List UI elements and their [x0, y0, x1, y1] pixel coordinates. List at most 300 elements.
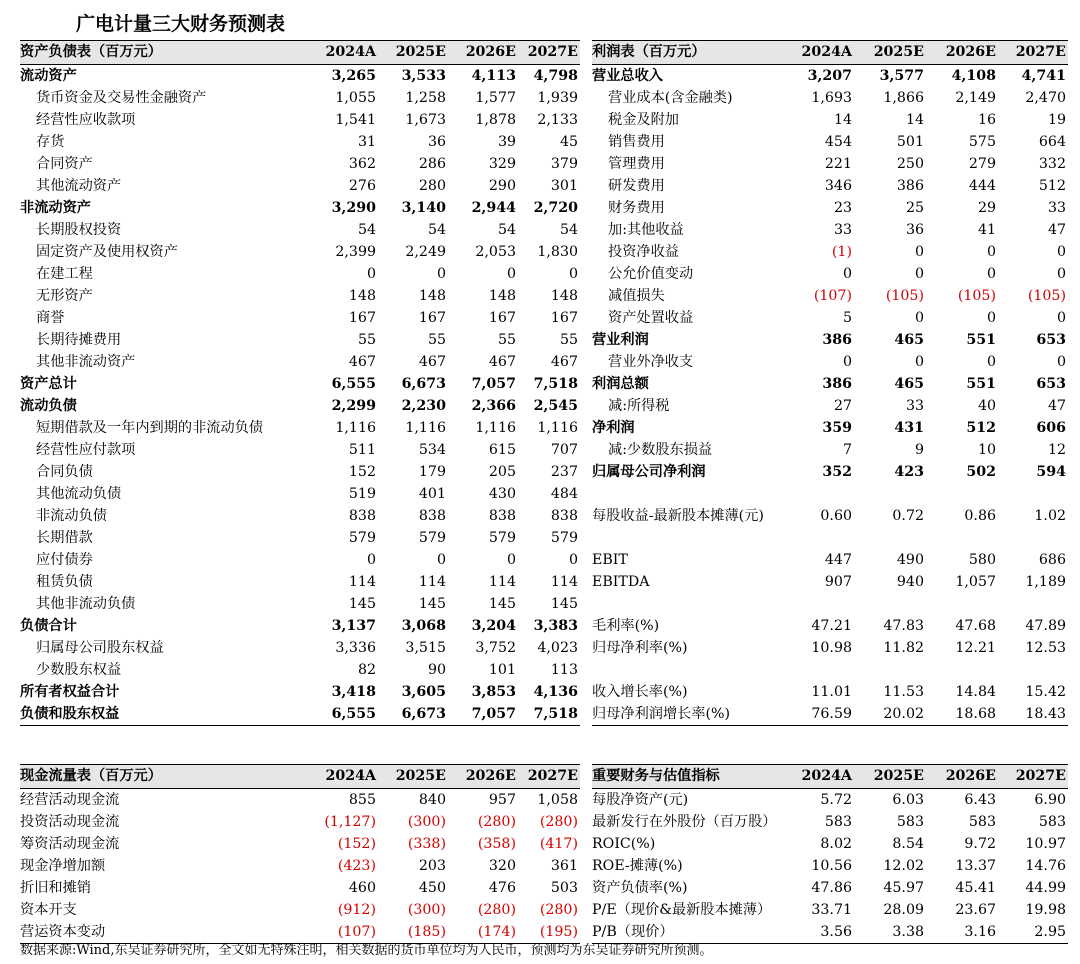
row-value: 1,189 — [1025, 574, 1066, 590]
row-value: 33 — [833, 222, 852, 238]
row-value: 1,116 — [537, 420, 578, 436]
table-row — [592, 615, 1068, 637]
row-value: 579 — [418, 530, 446, 546]
row-value: 3,265 — [331, 68, 376, 84]
row-value: 957 — [488, 792, 516, 808]
row-value: 28.09 — [883, 902, 924, 918]
row-value: 10.56 — [811, 858, 852, 874]
row-value: 6.03 — [892, 792, 924, 808]
row-value: 3,853 — [471, 684, 516, 700]
row-value: (1) — [831, 244, 852, 260]
row-value: 45.41 — [955, 880, 996, 896]
row-value: 320 — [488, 858, 516, 874]
table-row — [20, 417, 580, 439]
row-value: 707 — [550, 442, 578, 458]
row-value: 575 — [968, 134, 996, 150]
row-value: 401 — [418, 486, 446, 502]
row-label — [592, 659, 784, 681]
valuation-table — [592, 764, 1068, 944]
row-value: 12.53 — [1025, 640, 1066, 656]
row-value: 2,944 — [471, 200, 516, 216]
row-value — [854, 483, 926, 505]
table-row — [592, 681, 1068, 703]
row-value: 114 — [348, 574, 376, 590]
row-label: 营业成本(含金融类) — [608, 90, 733, 106]
row-value: 444 — [968, 178, 996, 194]
row-value: 10.98 — [811, 640, 852, 656]
table-row — [20, 855, 580, 877]
row-label: 筹资活动现金流 — [20, 836, 120, 852]
table-row — [592, 175, 1068, 197]
year-header: 2027E — [518, 765, 580, 789]
row-value: 3,140 — [401, 200, 446, 216]
row-value: 0 — [986, 354, 996, 370]
year-header: 2025E — [854, 765, 926, 789]
row-label: 负债合计 — [20, 618, 77, 634]
row-label: 最新发行在外股份（百万股） — [592, 814, 777, 830]
row-value: 16 — [977, 112, 996, 128]
row-value: 152 — [348, 464, 376, 480]
row-value: 12.02 — [883, 858, 924, 874]
row-label: 折旧和摊销 — [20, 880, 91, 896]
row-value: 332 — [1038, 156, 1066, 172]
row-value: 47 — [1047, 222, 1066, 238]
row-value: 7 — [842, 442, 852, 458]
row-value: 583 — [968, 814, 996, 830]
table-row — [20, 395, 580, 417]
row-value: 18.68 — [926, 703, 998, 726]
row-value: 0 — [436, 266, 446, 282]
row-value: 0 — [1056, 266, 1066, 282]
row-value: 1,116 — [405, 420, 446, 436]
row-value: 18.43 — [998, 703, 1068, 726]
table-row — [20, 175, 580, 197]
row-value: 279 — [968, 156, 996, 172]
table-row — [592, 373, 1068, 395]
row-value: 615 — [488, 442, 516, 458]
table-row — [20, 65, 580, 88]
row-value — [784, 659, 854, 681]
row-value: 0 — [986, 266, 996, 282]
row-value: 907 — [824, 574, 852, 590]
row-label: 营业利润 — [592, 332, 649, 348]
row-value: 1,830 — [537, 244, 578, 260]
row-label: 毛利率(%) — [592, 618, 660, 634]
row-label: 财务费用 — [608, 200, 665, 216]
row-value: 465 — [894, 332, 924, 348]
row-value: 301 — [550, 178, 578, 194]
row-label: 资产处置收益 — [608, 310, 694, 326]
row-value: 114 — [488, 574, 516, 590]
row-value: 0.72 — [892, 508, 924, 524]
row-label: 每股收益-最新股本摊薄(元) — [592, 508, 764, 524]
row-value: 2,720 — [533, 200, 578, 216]
row-value: (185) — [378, 921, 448, 944]
table-row — [592, 549, 1068, 571]
row-value: 0 — [366, 266, 376, 282]
row-value: 346 — [824, 178, 852, 194]
row-value: 4,113 — [471, 68, 516, 84]
table-row — [20, 637, 580, 659]
row-value: 205 — [488, 464, 516, 480]
row-value: 36 — [905, 222, 924, 238]
row-value: 2,299 — [331, 398, 376, 414]
year-header: 2027E — [518, 41, 580, 65]
row-value: 0 — [436, 552, 446, 568]
row-value: 386 — [822, 332, 852, 348]
table-row — [20, 615, 580, 637]
table-row — [592, 461, 1068, 483]
row-value: 14.84 — [955, 684, 996, 700]
row-label: P/B（现价） — [592, 921, 784, 944]
row-value — [926, 593, 998, 615]
row-value: 13.37 — [955, 858, 996, 874]
row-label: 非流动负债 — [36, 508, 107, 524]
row-label: 经营性应收款项 — [36, 112, 136, 128]
row-value: 0 — [366, 552, 376, 568]
row-value: 3.16 — [926, 921, 998, 944]
row-value: 0 — [914, 244, 924, 260]
row-value: 0 — [1056, 244, 1066, 260]
row-label: ROE-摊薄(%) — [592, 858, 683, 874]
row-value: 4,108 — [951, 68, 996, 84]
row-value: 2,545 — [533, 398, 578, 414]
row-value: 2,133 — [537, 112, 578, 128]
row-value: 45.97 — [883, 880, 924, 896]
table-title: 现金流量表（百万元） — [20, 765, 312, 789]
table-row — [592, 65, 1068, 88]
row-value: 25 — [905, 200, 924, 216]
row-value: 148 — [418, 288, 446, 304]
table-row — [592, 483, 1068, 505]
table-row — [592, 109, 1068, 131]
row-value: 5 — [842, 310, 852, 326]
row-value: 33 — [905, 398, 924, 414]
table-row — [20, 241, 580, 263]
row-value: 145 — [488, 596, 516, 612]
table-row — [20, 527, 580, 549]
row-value: 203 — [418, 858, 446, 874]
row-value: 11.53 — [883, 684, 924, 700]
table-row — [20, 593, 580, 615]
table-row — [592, 395, 1068, 417]
row-value: 3,290 — [331, 200, 376, 216]
row-value: 12 — [1047, 442, 1066, 458]
row-value: 55 — [427, 332, 446, 348]
row-value: 3,204 — [471, 618, 516, 634]
table-row — [20, 899, 580, 921]
row-value: 0 — [1056, 310, 1066, 326]
year-header: 2024A — [784, 765, 854, 789]
row-value: 47.68 — [955, 618, 996, 634]
row-value: 4,798 — [533, 68, 578, 84]
row-value: 431 — [894, 420, 924, 436]
balance-sheet-table — [20, 40, 580, 726]
row-label: 其他非流动资产 — [36, 354, 136, 370]
row-value — [998, 593, 1068, 615]
table-row — [20, 197, 580, 219]
row-value: 467 — [550, 354, 578, 370]
row-value: 1,055 — [335, 90, 376, 106]
row-label: EBIT — [592, 552, 628, 568]
row-value: 361 — [550, 858, 578, 874]
row-value: 0 — [1056, 354, 1066, 370]
row-value: 7,518 — [533, 376, 578, 392]
row-value: 476 — [488, 880, 516, 896]
row-value: 15.42 — [1025, 684, 1066, 700]
row-value: 39 — [497, 134, 516, 150]
row-value: 23.67 — [955, 902, 996, 918]
row-value: (107) — [312, 921, 378, 944]
table-row — [592, 285, 1068, 307]
row-value: 3,383 — [533, 618, 578, 634]
row-value: 3,752 — [475, 640, 516, 656]
row-label: 存货 — [36, 134, 65, 150]
row-label: 营业外净收支 — [608, 354, 694, 370]
year-header: 2026E — [448, 765, 518, 789]
year-header: 2026E — [448, 41, 518, 65]
table-row — [20, 87, 580, 109]
row-value: 534 — [418, 442, 446, 458]
row-value: 4,136 — [533, 684, 578, 700]
row-value: 484 — [550, 486, 578, 502]
row-value: (280) — [539, 902, 578, 918]
row-value: 54 — [497, 222, 516, 238]
row-value: 0 — [842, 266, 852, 282]
row-value: 1.02 — [1034, 508, 1066, 524]
row-value: 9.72 — [964, 836, 996, 852]
row-value: 54 — [559, 222, 578, 238]
table-row — [592, 197, 1068, 219]
table-row — [20, 307, 580, 329]
row-value — [854, 593, 926, 615]
row-value: 6,555 — [331, 376, 376, 392]
row-value: (423) — [337, 858, 376, 874]
row-value: 467 — [348, 354, 376, 370]
row-value: 2,399 — [335, 244, 376, 260]
row-value: 6,555 — [312, 703, 378, 726]
row-value: 1,541 — [335, 112, 376, 128]
table-row — [592, 899, 1068, 921]
row-value: (280) — [539, 814, 578, 830]
row-value: (152) — [337, 836, 376, 852]
row-label: 少数股东权益 — [36, 662, 122, 678]
row-value — [998, 659, 1068, 681]
row-value: 14 — [905, 112, 924, 128]
row-value: (338) — [407, 836, 446, 852]
row-value: 0.86 — [964, 508, 996, 524]
table-row — [20, 219, 580, 241]
row-value: 0 — [506, 552, 516, 568]
row-value — [998, 483, 1068, 505]
row-value: 3,605 — [401, 684, 446, 700]
row-value: 33.71 — [811, 902, 852, 918]
row-value: 465 — [894, 376, 924, 392]
row-value: 855 — [348, 792, 376, 808]
row-value: 148 — [488, 288, 516, 304]
row-value — [926, 483, 998, 505]
table-row — [592, 833, 1068, 855]
row-value: 250 — [896, 156, 924, 172]
row-value: 6.43 — [964, 792, 996, 808]
row-value: 580 — [968, 552, 996, 568]
row-value: 3,068 — [401, 618, 446, 634]
row-label: 现金净增加额 — [20, 858, 106, 874]
row-label — [592, 527, 784, 549]
row-value: 423 — [894, 464, 924, 480]
table-header-row — [592, 41, 1068, 65]
row-label: 流动资产 — [20, 68, 77, 84]
table-row — [592, 351, 1068, 373]
row-value: (417) — [539, 836, 578, 852]
row-value: 3,577 — [879, 68, 924, 84]
row-label: 收入增长率(%) — [592, 684, 688, 700]
row-label: 合同负债 — [36, 464, 93, 480]
year-header: 2025E — [854, 41, 926, 65]
row-value: 519 — [348, 486, 376, 502]
row-value: 686 — [1038, 552, 1066, 568]
row-value — [926, 659, 998, 681]
table-row — [592, 703, 1068, 726]
row-label: 管理费用 — [608, 156, 665, 172]
year-header: 2026E — [926, 41, 998, 65]
row-value: 386 — [896, 178, 924, 194]
row-value: (300) — [407, 814, 446, 830]
row-value: 11.82 — [883, 640, 924, 656]
row-value: 512 — [966, 420, 996, 436]
row-value: 352 — [822, 464, 852, 480]
row-value: (174) — [448, 921, 518, 944]
row-value: 82 — [357, 662, 376, 678]
table-row — [20, 109, 580, 131]
row-label: 其他流动负债 — [36, 486, 122, 502]
row-value: 0 — [914, 354, 924, 370]
row-value: 3,336 — [335, 640, 376, 656]
row-label: 归母净利率(%) — [592, 640, 688, 656]
row-value: 19.98 — [1025, 902, 1066, 918]
table-row — [20, 329, 580, 351]
row-value: 33 — [1047, 200, 1066, 216]
row-value: (195) — [518, 921, 580, 944]
row-value: 583 — [1038, 814, 1066, 830]
table-row — [20, 811, 580, 833]
row-label: 投资净收益 — [608, 244, 679, 260]
row-value: 1,577 — [475, 90, 516, 106]
row-value: 145 — [348, 596, 376, 612]
row-value: 2,470 — [1025, 90, 1066, 106]
row-value: 145 — [550, 596, 578, 612]
row-value: (280) — [477, 902, 516, 918]
row-label: 投资活动现金流 — [20, 814, 120, 830]
row-value: 167 — [418, 310, 446, 326]
row-value: 3.38 — [854, 921, 926, 944]
row-value: 838 — [348, 508, 376, 524]
row-label: 减:所得税 — [608, 398, 670, 414]
row-value: 45 — [559, 134, 578, 150]
year-header: 2025E — [378, 765, 448, 789]
row-value: 467 — [488, 354, 516, 370]
row-value: (300) — [407, 902, 446, 918]
row-value: 579 — [488, 530, 516, 546]
table-row — [20, 439, 580, 461]
row-value — [784, 483, 854, 505]
row-label: 每股净资产(元) — [592, 792, 689, 808]
row-value: 1,116 — [335, 420, 376, 436]
row-value: 4,741 — [1021, 68, 1066, 84]
table-row — [592, 131, 1068, 153]
table-row — [592, 263, 1068, 285]
table-title: 重要财务与估值指标 — [592, 765, 784, 789]
row-value: 1,878 — [475, 112, 516, 128]
year-header: 2027E — [998, 765, 1068, 789]
row-value: 940 — [896, 574, 924, 590]
table-row — [592, 219, 1068, 241]
row-value: 2,053 — [475, 244, 516, 260]
row-value: 113 — [550, 662, 578, 678]
row-value: 221 — [824, 156, 852, 172]
row-value: (280) — [477, 814, 516, 830]
row-value: 359 — [822, 420, 852, 436]
table-row — [592, 307, 1068, 329]
table-row — [592, 637, 1068, 659]
row-value: 47.83 — [883, 618, 924, 634]
row-value: 41 — [977, 222, 996, 238]
row-value: 653 — [1036, 332, 1066, 348]
row-value: 0 — [506, 266, 516, 282]
table-row — [592, 571, 1068, 593]
row-value: 502 — [966, 464, 996, 480]
row-value: 55 — [497, 332, 516, 348]
table-row — [592, 87, 1068, 109]
row-value: 503 — [550, 880, 578, 896]
row-label — [592, 483, 784, 505]
year-header: 2024A — [312, 765, 378, 789]
row-label: 短期借款及一年内到期的非流动负债 — [36, 420, 264, 436]
row-value: 1,866 — [883, 90, 924, 106]
row-value: 276 — [348, 178, 376, 194]
row-value: 2,366 — [471, 398, 516, 414]
row-value — [998, 527, 1068, 549]
row-value: 101 — [488, 662, 516, 678]
row-label: 负债和股东权益 — [20, 703, 312, 726]
row-label: 经营性应付款项 — [36, 442, 136, 458]
row-label: 其他非流动负债 — [36, 596, 136, 612]
row-label: 在建工程 — [36, 266, 93, 282]
table-title: 利润表（百万元） — [592, 41, 784, 65]
row-value: 579 — [348, 530, 376, 546]
table-row — [592, 811, 1068, 833]
row-value: 290 — [488, 178, 516, 194]
row-label: 长期借款 — [36, 530, 93, 546]
row-value: 114 — [550, 574, 578, 590]
row-value: 2,249 — [405, 244, 446, 260]
table-row — [592, 659, 1068, 681]
row-value: 44.99 — [1025, 880, 1066, 896]
row-value: 47 — [1047, 398, 1066, 414]
row-label: 研发费用 — [608, 178, 665, 194]
table-header-row — [592, 765, 1068, 789]
row-value: 76.59 — [784, 703, 854, 726]
row-value: 6.90 — [1034, 792, 1066, 808]
table-row — [20, 483, 580, 505]
row-value: 838 — [418, 508, 446, 524]
row-value: 501 — [896, 134, 924, 150]
row-value: 4,023 — [537, 640, 578, 656]
row-value: 454 — [824, 134, 852, 150]
table-row — [20, 877, 580, 899]
row-value: 386 — [822, 376, 852, 392]
table-row — [592, 877, 1068, 899]
